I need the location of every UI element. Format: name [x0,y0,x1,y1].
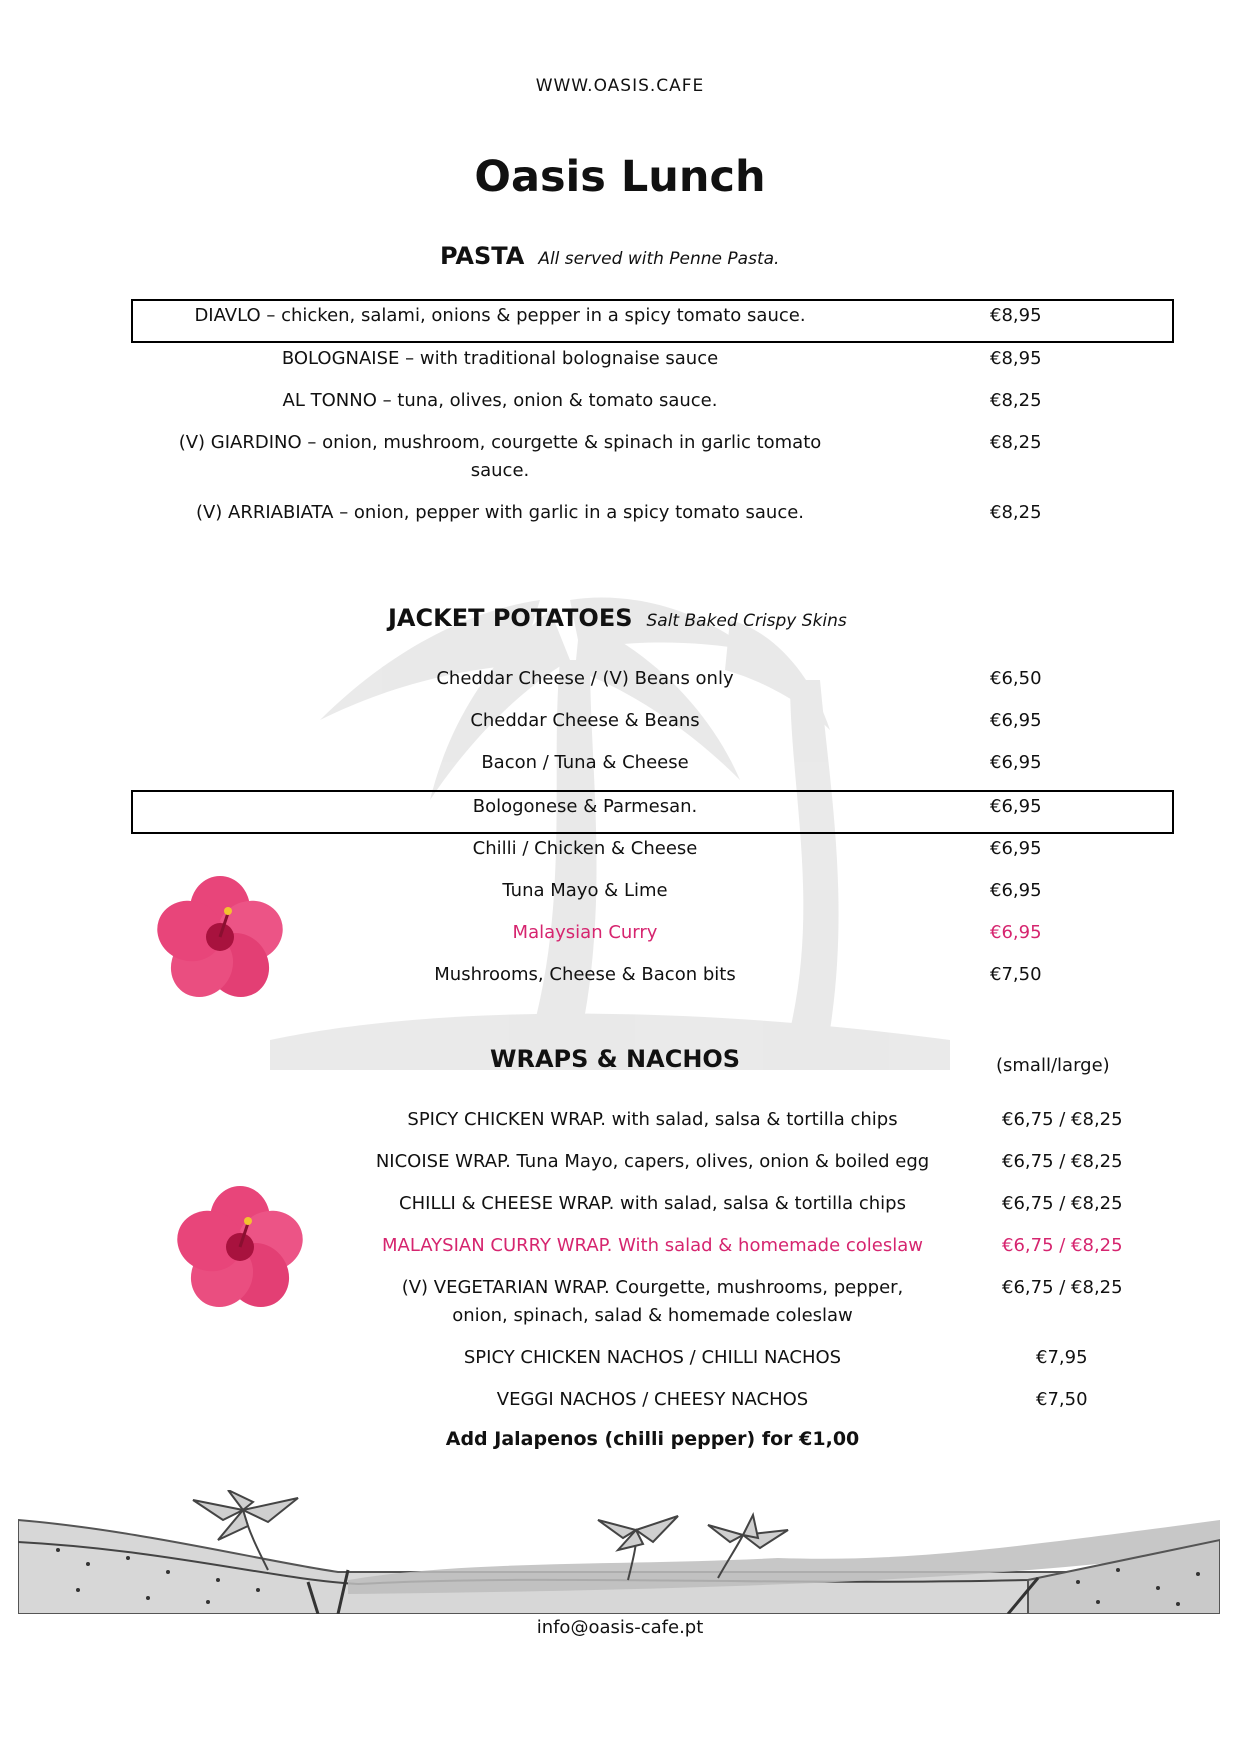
menu-item-name-highlighted: Malaysian Curry [512,922,658,943]
jacket-title: JACKET POTATOES [388,604,633,632]
menu-item-name: Bacon / Tuna & Cheese [481,752,689,773]
menu-item-price: €6,95 [990,838,1042,859]
menu-item-price: €6,75 / €8,25 [1002,1151,1123,1172]
menu-item-name: (V) ARRIABIATA – onion, pepper with garlic in a spicy tomato sauce. [195,502,805,523]
menu-item-price: €6,95 [990,880,1042,901]
menu-item-name: NICOISE WRAP. Tuna Mayo, capers, olives, onion & boiled egg [375,1151,930,1172]
menu-item-name: Mushrooms, Cheese & Bacon bits [434,964,736,985]
footer-email[interactable]: info@oasis-cafe.pt [536,1617,704,1638]
page-title: Oasis Lunch [474,152,766,202]
menu-item-price: €6,75 / €8,25 [1002,1277,1123,1298]
menu-item-name-line1: (V) VEGETARIAN WRAP. Courgette, mushrooms, pepper, [401,1277,904,1298]
pasta-heading [440,242,779,270]
menu-item-price: €6,50 [990,668,1042,689]
hibiscus-flower-icon [152,875,288,1000]
menu-item-name: Cheddar Cheese / (V) Beans only [436,668,734,689]
menu-item-name: Chilli / Chicken & Cheese [472,838,698,859]
menu-item-name: AL TONNO – tuna, olives, onion & tomato sauce. [282,390,718,411]
menu-item-price: €7,95 [1036,1347,1088,1368]
size-note: (small/large) [996,1055,1110,1076]
menu-item-price: €8,95 [990,348,1042,369]
hibiscus-flower-icon [172,1185,308,1310]
jalapenos-note: Add Jalapenos (chilli pepper) for €1,00 [445,1428,860,1450]
menu-item-name: Cheddar Cheese & Beans [470,710,700,731]
menu-item-name-line2: onion, spinach, salad & homemade coleslaw [452,1305,853,1326]
jacket-subtitle: Salt Baked Crispy Skins [646,611,847,631]
menu-item-price: €8,25 [990,432,1042,453]
menu-item-name: Tuna Mayo & Lime [502,880,668,901]
menu-item-price: €6,75 / €8,25 [1002,1109,1123,1130]
beach-landscape-illustration [18,1490,1220,1614]
jacket-heading [388,604,847,632]
menu-item-price-highlighted: €6,75 / €8,25 [1002,1235,1123,1256]
menu-item-price: €6,95 [990,752,1042,773]
menu-item-name: DIAVLO – chicken, salami, onions & pepper in a spicy tomato sauce. [194,305,806,326]
website-url[interactable]: WWW.OASIS.CAFE [535,76,705,96]
pasta-subtitle: All served with Penne Pasta. [538,249,780,269]
menu-item-price: €8,25 [990,502,1042,523]
menu-item-name: CHILLI & CHEESE WRAP. with salad, salsa & tortilla chips [399,1193,906,1214]
menu-item-price: €8,95 [990,305,1042,326]
menu-item-price: €6,95 [990,710,1042,731]
menu-item-name: VEGGI NACHOS / CHEESY NACHOS [496,1389,809,1410]
menu-item-name-highlighted: MALAYSIAN CURRY WRAP. With salad & homemade coleslaw [381,1235,923,1256]
menu-item-price: €6,95 [990,796,1042,817]
menu-item-price: €6,75 / €8,25 [1002,1193,1123,1214]
menu-item-name-line2: sauce. [470,460,530,481]
menu-item-price-highlighted: €6,95 [990,922,1042,943]
menu-item-name [130,429,870,485]
menu-item-name: BOLOGNAISE – with traditional bolognaise sauce [281,348,719,369]
menu-item-name-line1: (V) GIARDINO – onion, mushroom, courgette & spinach in garlic tomato [178,432,822,453]
wraps-heading: WRAPS & NACHOS [490,1045,741,1073]
menu-item-name [330,1274,975,1330]
menu-item-name: SPICY CHICKEN WRAP. with salad, salsa & tortilla chips [407,1109,898,1130]
pasta-title: PASTA [440,242,525,270]
menu-item-price: €7,50 [1036,1389,1088,1410]
menu-item-price: €8,25 [990,390,1042,411]
menu-item-price: €7,50 [990,964,1042,985]
menu-item-name: SPICY CHICKEN NACHOS / CHILLI NACHOS [463,1347,842,1368]
menu-item-name: Bologonese & Parmesan. [472,796,698,817]
